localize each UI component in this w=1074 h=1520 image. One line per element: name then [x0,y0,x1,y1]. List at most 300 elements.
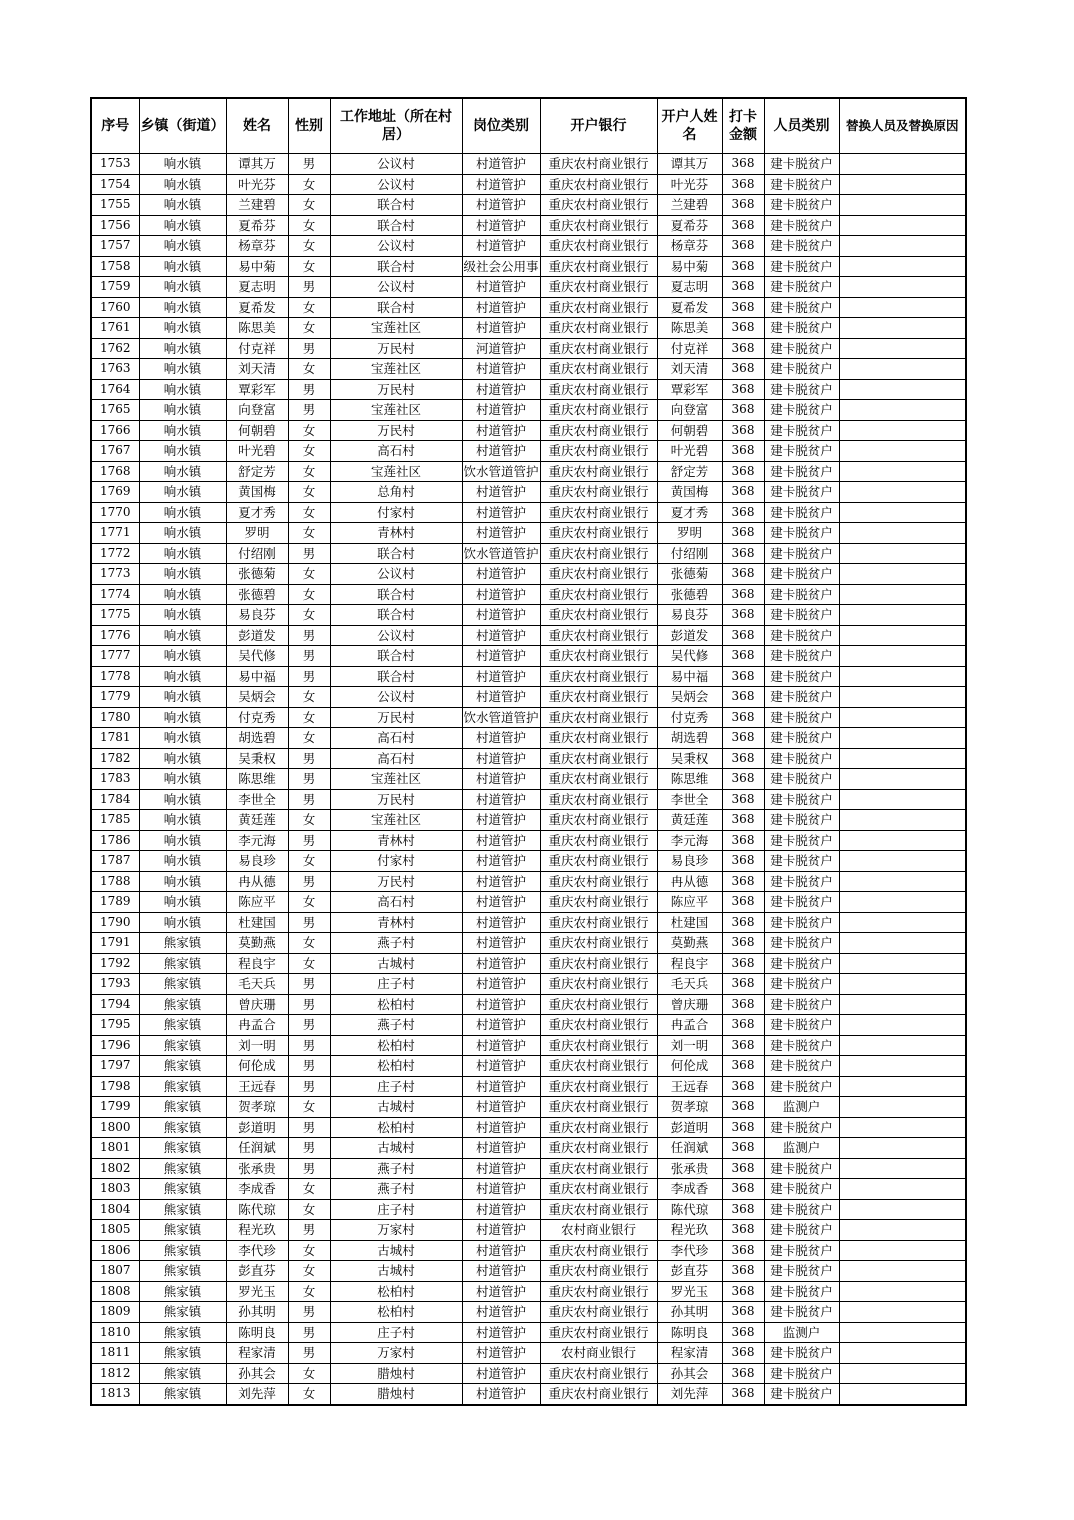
cell-index: 1775 [91,605,139,626]
cell-township: 响水镇 [139,441,226,462]
cell-work-address: 联合村 [330,256,462,277]
cell-work-address: 联合村 [330,543,462,564]
cell-post-category: 村道管护 [462,584,540,605]
cell-work-address: 万民村 [330,338,462,359]
table-row [91,810,966,831]
table-row [91,687,966,708]
cell-index: 1793 [91,974,139,995]
cell-bank: 重庆农村商业银行 [540,1281,657,1302]
cell-name: 夏希芬 [226,215,288,236]
cell-work-address: 公议村 [330,236,462,257]
cell-amount: 368 [722,1322,764,1343]
table-row [91,912,966,933]
cell-amount: 368 [722,215,764,236]
cell-amount: 368 [722,318,764,339]
cell-person-category: 建卡脱贫户 [764,1384,839,1405]
cell-replacement [839,646,966,667]
cell-person-category: 建卡脱贫户 [764,1281,839,1302]
header-row [91,98,966,154]
table-row [91,1240,966,1261]
cell-name: 王远春 [226,1076,288,1097]
cell-name: 何伦成 [226,1056,288,1077]
cell-post-category: 村道管护 [462,154,540,175]
cell-gender: 男 [288,1322,330,1343]
table-row [91,461,966,482]
cell-amount: 368 [722,195,764,216]
cell-person-category: 建卡脱贫户 [764,1240,839,1261]
cell-work-address: 万家村 [330,1220,462,1241]
cell-name: 程家清 [226,1343,288,1364]
cell-replacement [839,1138,966,1159]
cell-name: 罗光玉 [226,1281,288,1302]
header-amount: 打卡金额 [722,98,764,154]
cell-township: 响水镇 [139,297,226,318]
cell-township: 响水镇 [139,707,226,728]
cell-index: 1776 [91,625,139,646]
cell-replacement [839,769,966,790]
cell-work-address: 宝莲社区 [330,769,462,790]
cell-account-holder: 贺孝琼 [657,1097,722,1118]
cell-name: 夏志明 [226,277,288,298]
cell-index: 1795 [91,1015,139,1036]
cell-name: 曾庆珊 [226,994,288,1015]
cell-index: 1813 [91,1384,139,1405]
cell-bank: 重庆农村商业银行 [540,687,657,708]
cell-replacement [839,338,966,359]
cell-amount: 368 [722,912,764,933]
cell-township: 熊家镇 [139,1199,226,1220]
cell-amount: 368 [722,646,764,667]
cell-township: 熊家镇 [139,1302,226,1323]
cell-post-category: 村道管护 [462,441,540,462]
cell-post-category: 村道管护 [462,1158,540,1179]
cell-amount: 368 [722,1117,764,1138]
cell-account-holder: 彭直芬 [657,1261,722,1282]
cell-township: 熊家镇 [139,953,226,974]
cell-bank: 重庆农村商业银行 [540,646,657,667]
cell-account-holder: 杨章芬 [657,236,722,257]
table-row [91,1220,966,1241]
cell-work-address: 松柏村 [330,1035,462,1056]
cell-bank: 重庆农村商业银行 [540,933,657,954]
cell-bank: 重庆农村商业银行 [540,789,657,810]
cell-replacement [839,1056,966,1077]
cell-post-category: 村道管护 [462,1035,540,1056]
cell-index: 1769 [91,482,139,503]
cell-person-category: 建卡脱贫户 [764,502,839,523]
cell-account-holder: 夏希发 [657,297,722,318]
cell-index: 1779 [91,687,139,708]
cell-work-address: 松柏村 [330,994,462,1015]
cell-work-address: 燕子村 [330,933,462,954]
cell-account-holder: 谭其万 [657,154,722,175]
cell-person-category: 建卡脱贫户 [764,154,839,175]
cell-replacement [839,1281,966,1302]
table-row [91,1302,966,1323]
cell-amount: 368 [722,728,764,749]
cell-gender: 女 [288,318,330,339]
table-row [91,994,966,1015]
cell-person-category: 建卡脱贫户 [764,523,839,544]
cell-work-address: 高石村 [330,892,462,913]
cell-bank: 重庆农村商业银行 [540,359,657,380]
cell-account-holder: 胡选碧 [657,728,722,749]
cell-amount: 368 [722,994,764,1015]
cell-gender: 男 [288,769,330,790]
cell-name: 易良芬 [226,605,288,626]
cell-gender: 女 [288,441,330,462]
cell-gender: 女 [288,707,330,728]
cell-post-category: 村道管护 [462,830,540,851]
cell-gender: 女 [288,174,330,195]
table-row [91,974,966,995]
cell-replacement [839,297,966,318]
cell-bank: 重庆农村商业银行 [540,297,657,318]
cell-index: 1805 [91,1220,139,1241]
cell-amount: 368 [722,359,764,380]
cell-person-category: 建卡脱贫户 [764,359,839,380]
table-row [91,359,966,380]
cell-gender: 女 [288,1179,330,1200]
cell-post-category: 村道管护 [462,215,540,236]
cell-post-category: 村道管护 [462,482,540,503]
cell-replacement [839,953,966,974]
cell-replacement [839,994,966,1015]
cell-index: 1790 [91,912,139,933]
cell-post-category: 村道管护 [462,1220,540,1241]
cell-replacement [839,215,966,236]
cell-account-holder: 张德菊 [657,564,722,585]
cell-person-category: 建卡脱贫户 [764,338,839,359]
table-row [91,666,966,687]
table-row [91,1117,966,1138]
cell-person-category: 建卡脱贫户 [764,420,839,441]
cell-gender: 女 [288,953,330,974]
cell-amount: 368 [722,584,764,605]
cell-work-address: 青林村 [330,830,462,851]
cell-township: 响水镇 [139,605,226,626]
cell-person-category: 建卡脱贫户 [764,625,839,646]
cell-name: 何朝碧 [226,420,288,441]
cell-gender: 男 [288,1015,330,1036]
cell-gender: 男 [288,1138,330,1159]
cell-bank: 重庆农村商业银行 [540,461,657,482]
cell-name: 刘天清 [226,359,288,380]
cell-replacement [839,461,966,482]
cell-person-category: 建卡脱贫户 [764,1302,839,1323]
cell-person-category: 建卡脱贫户 [764,584,839,605]
cell-township: 熊家镇 [139,1138,226,1159]
cell-post-category: 村道管护 [462,728,540,749]
cell-name: 彭道发 [226,625,288,646]
cell-bank: 重庆农村商业银行 [540,994,657,1015]
cell-name: 莫勤燕 [226,933,288,954]
cell-township: 响水镇 [139,502,226,523]
cell-gender: 男 [288,974,330,995]
cell-replacement [839,502,966,523]
cell-gender: 女 [288,892,330,913]
cell-amount: 368 [722,1261,764,1282]
cell-gender: 女 [288,728,330,749]
cell-gender: 女 [288,236,330,257]
cell-index: 1812 [91,1363,139,1384]
cell-amount: 368 [722,338,764,359]
cell-amount: 368 [722,666,764,687]
cell-bank: 重庆农村商业银行 [540,1138,657,1159]
cell-township: 熊家镇 [139,1179,226,1200]
cell-post-category: 村道管护 [462,1302,540,1323]
cell-person-category: 建卡脱贫户 [764,953,839,974]
cell-work-address: 庄子村 [330,1076,462,1097]
cell-index: 1784 [91,789,139,810]
cell-replacement [839,1384,966,1405]
cell-work-address: 古城村 [330,953,462,974]
cell-replacement [839,912,966,933]
cell-amount: 368 [722,933,764,954]
cell-person-category: 建卡脱贫户 [764,666,839,687]
table-row [91,215,966,236]
cell-township: 熊家镇 [139,933,226,954]
cell-bank: 重庆农村商业银行 [540,1158,657,1179]
cell-amount: 368 [722,1363,764,1384]
table-row [91,1343,966,1364]
cell-replacement [839,1302,966,1323]
cell-gender: 男 [288,338,330,359]
cell-post-category: 村道管护 [462,1261,540,1282]
cell-gender: 女 [288,933,330,954]
table-row [91,1056,966,1077]
table-row [91,400,966,421]
cell-index: 1762 [91,338,139,359]
cell-gender: 女 [288,851,330,872]
cell-amount: 368 [722,543,764,564]
cell-gender: 男 [288,1343,330,1364]
cell-bank: 重庆农村商业银行 [540,256,657,277]
cell-account-holder: 何朝碧 [657,420,722,441]
cell-gender: 男 [288,277,330,298]
cell-account-holder: 冉孟合 [657,1015,722,1036]
cell-bank: 重庆农村商业银行 [540,625,657,646]
cell-gender: 女 [288,1363,330,1384]
cell-amount: 368 [722,564,764,585]
cell-post-category: 村道管护 [462,502,540,523]
cell-gender: 女 [288,1199,330,1220]
cell-account-holder: 黄国梅 [657,482,722,503]
cell-post-category: 饮水管道管护 [462,543,540,564]
cell-name: 吴秉权 [226,748,288,769]
cell-bank: 重庆农村商业银行 [540,769,657,790]
cell-name: 程良宇 [226,953,288,974]
cell-gender: 男 [288,1076,330,1097]
cell-township: 响水镇 [139,277,226,298]
cell-account-holder: 程光玖 [657,1220,722,1241]
cell-index: 1791 [91,933,139,954]
cell-work-address: 万民村 [330,871,462,892]
cell-amount: 368 [722,482,764,503]
table-row [91,441,966,462]
cell-index: 1810 [91,1322,139,1343]
cell-account-holder: 夏希芬 [657,215,722,236]
cell-person-category: 建卡脱贫户 [764,1015,839,1036]
cell-post-category: 村道管护 [462,277,540,298]
cell-township: 响水镇 [139,912,226,933]
cell-gender: 女 [288,1261,330,1282]
cell-name: 吴代修 [226,646,288,667]
cell-replacement [839,1015,966,1036]
cell-name: 孙其明 [226,1302,288,1323]
cell-index: 1787 [91,851,139,872]
cell-person-category: 建卡脱贫户 [764,728,839,749]
cell-account-holder: 孙其明 [657,1302,722,1323]
cell-amount: 368 [722,1015,764,1036]
cell-gender: 男 [288,646,330,667]
cell-amount: 368 [722,1097,764,1118]
table-row [91,523,966,544]
cell-gender: 男 [288,154,330,175]
cell-replacement [839,830,966,851]
cell-work-address: 万民村 [330,379,462,400]
table-row [91,338,966,359]
cell-work-address: 燕子村 [330,1015,462,1036]
cell-post-category: 村道管护 [462,851,540,872]
table-row [91,789,966,810]
table-row [91,543,966,564]
cell-person-category: 建卡脱贫户 [764,297,839,318]
table-row [91,318,966,339]
cell-post-category: 级社会公用事 [462,256,540,277]
cell-work-address: 宝莲社区 [330,400,462,421]
cell-name: 叶光碧 [226,441,288,462]
cell-account-holder: 陈应平 [657,892,722,913]
cell-bank: 重庆农村商业银行 [540,420,657,441]
cell-amount: 368 [722,1035,764,1056]
cell-account-holder: 李代珍 [657,1240,722,1261]
cell-amount: 368 [722,441,764,462]
table-row [91,646,966,667]
cell-name: 易中菊 [226,256,288,277]
table-row [91,1179,966,1200]
cell-amount: 368 [722,1138,764,1159]
cell-account-holder: 李世全 [657,789,722,810]
cell-account-holder: 易中菊 [657,256,722,277]
cell-name: 李元海 [226,830,288,851]
cell-account-holder: 易中福 [657,666,722,687]
cell-name: 刘一明 [226,1035,288,1056]
cell-index: 1772 [91,543,139,564]
cell-account-holder: 舒定芳 [657,461,722,482]
cell-gender: 男 [288,379,330,400]
cell-index: 1796 [91,1035,139,1056]
cell-replacement [839,379,966,400]
cell-bank: 重庆农村商业银行 [540,523,657,544]
cell-account-holder: 程家清 [657,1343,722,1364]
cell-account-holder: 李成香 [657,1179,722,1200]
cell-account-holder: 夏才秀 [657,502,722,523]
cell-work-address: 高石村 [330,728,462,749]
cell-person-category: 建卡脱贫户 [764,1035,839,1056]
cell-name: 黄国梅 [226,482,288,503]
cell-index: 1753 [91,154,139,175]
cell-index: 1801 [91,1138,139,1159]
cell-post-category: 村道管护 [462,400,540,421]
cell-township: 熊家镇 [139,1363,226,1384]
cell-township: 响水镇 [139,728,226,749]
cell-bank: 重庆农村商业银行 [540,441,657,462]
cell-amount: 368 [722,748,764,769]
cell-bank: 重庆农村商业银行 [540,277,657,298]
cell-name: 贺孝琼 [226,1097,288,1118]
cell-person-category: 建卡脱贫户 [764,174,839,195]
cell-replacement [839,195,966,216]
cell-index: 1759 [91,277,139,298]
cell-gender: 女 [288,810,330,831]
table-row [91,830,966,851]
cell-name: 向登富 [226,400,288,421]
cell-replacement [839,523,966,544]
cell-township: 熊家镇 [139,994,226,1015]
cell-person-category: 建卡脱贫户 [764,318,839,339]
cell-bank: 重庆农村商业银行 [540,974,657,995]
cell-bank: 重庆农村商业银行 [540,502,657,523]
cell-replacement [839,933,966,954]
cell-work-address: 付家村 [330,851,462,872]
cell-replacement [839,400,966,421]
table-row [91,851,966,872]
cell-bank: 重庆农村商业银行 [540,1199,657,1220]
cell-township: 响水镇 [139,400,226,421]
cell-work-address: 联合村 [330,605,462,626]
cell-index: 1797 [91,1056,139,1077]
cell-replacement [839,420,966,441]
cell-replacement [839,851,966,872]
cell-account-holder: 易良芬 [657,605,722,626]
table-row [91,1138,966,1159]
cell-bank: 重庆农村商业银行 [540,1322,657,1343]
cell-township: 熊家镇 [139,1076,226,1097]
cell-name: 冉从德 [226,871,288,892]
cell-amount: 368 [722,461,764,482]
cell-index: 1808 [91,1281,139,1302]
cell-person-category: 建卡脱贫户 [764,687,839,708]
cell-work-address: 高石村 [330,441,462,462]
table-row [91,933,966,954]
cell-person-category: 建卡脱贫户 [764,1261,839,1282]
cell-township: 响水镇 [139,748,226,769]
cell-index: 1809 [91,1302,139,1323]
cell-gender: 男 [288,400,330,421]
cell-account-holder: 付绍刚 [657,543,722,564]
cell-amount: 368 [722,523,764,544]
cell-index: 1782 [91,748,139,769]
cell-work-address: 宝莲社区 [330,461,462,482]
table-row [91,748,966,769]
cell-gender: 男 [288,625,330,646]
cell-account-holder: 陈明良 [657,1322,722,1343]
cell-township: 熊家镇 [139,1240,226,1261]
cell-account-holder: 彭道发 [657,625,722,646]
table-row [91,154,966,175]
cell-gender: 女 [288,1384,330,1405]
cell-replacement [839,1117,966,1138]
cell-index: 1760 [91,297,139,318]
cell-gender: 男 [288,1035,330,1056]
cell-post-category: 村道管护 [462,420,540,441]
cell-replacement [839,687,966,708]
cell-index: 1781 [91,728,139,749]
cell-replacement [839,974,966,995]
cell-name: 彭直芬 [226,1261,288,1282]
cell-work-address: 总角村 [330,482,462,503]
